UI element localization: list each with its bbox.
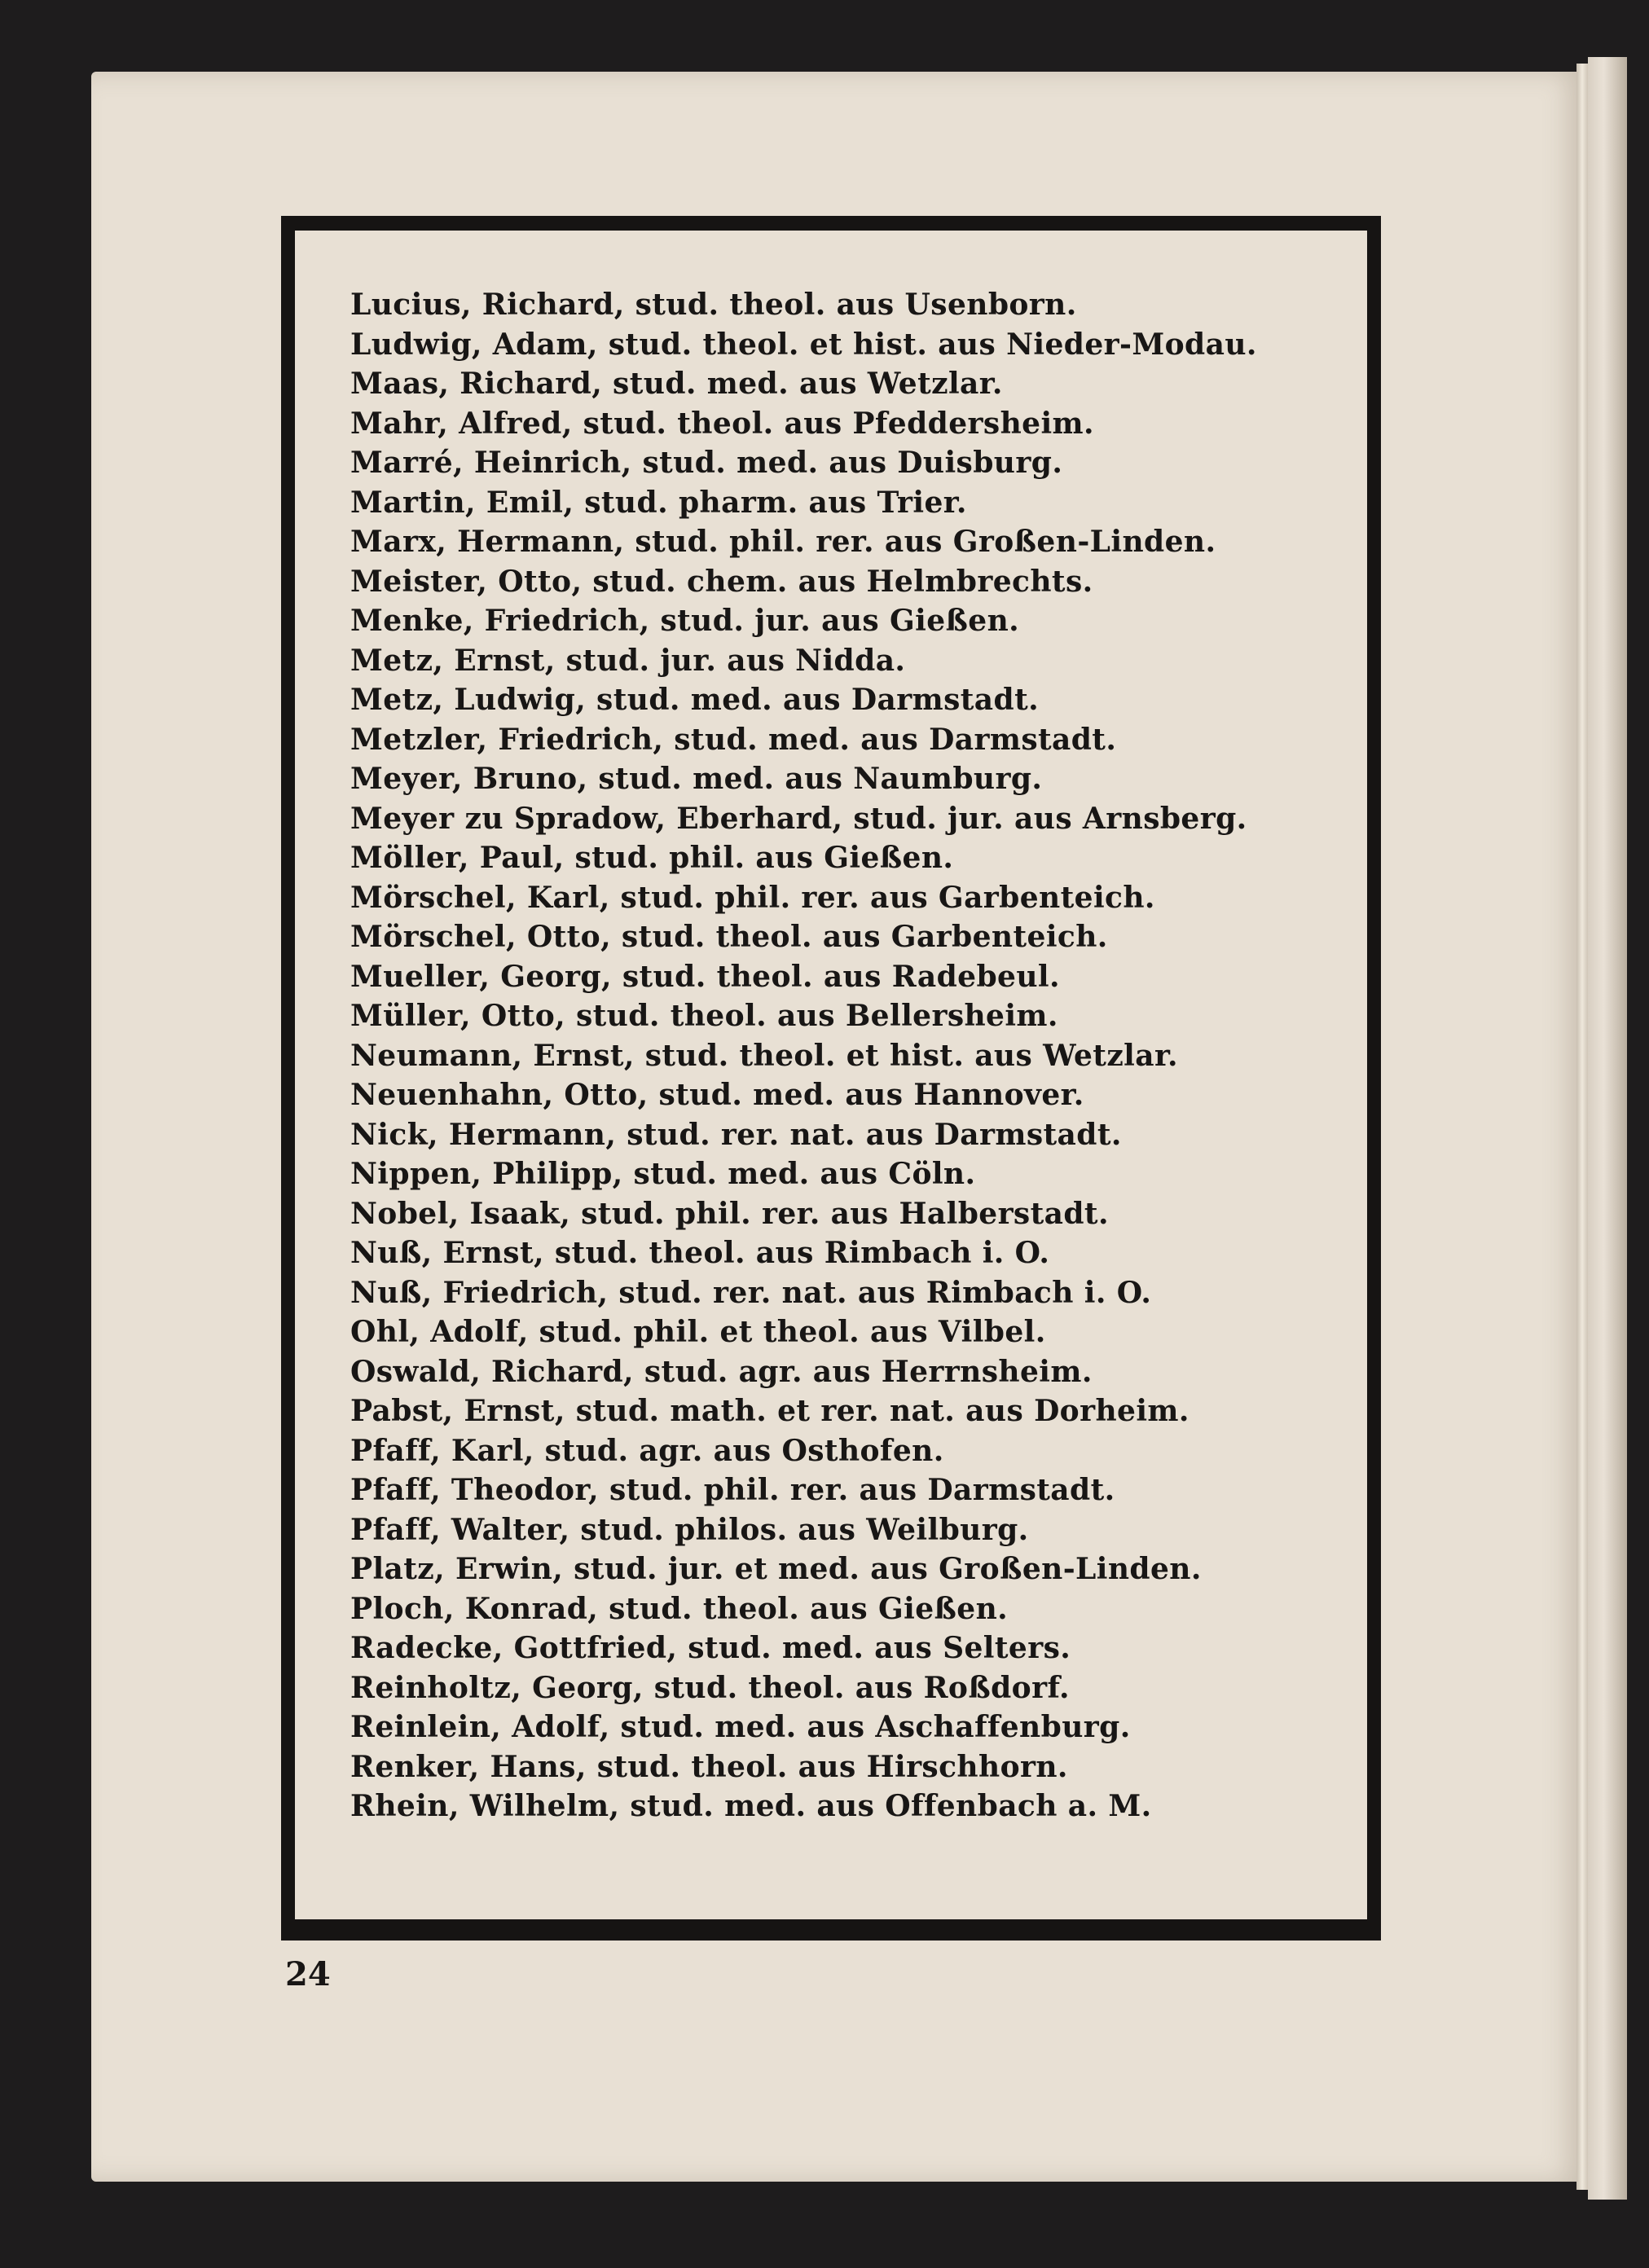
page-number: 24 bbox=[285, 1955, 331, 1993]
list-entry: Müller, Otto, stud. theol. aus Bellersheim. bbox=[350, 999, 1058, 1033]
list-entry: Marré, Heinrich, stud. med. aus Duisburg. bbox=[350, 446, 1063, 480]
list-entry: Nippen, Philipp, stud. med. aus Cöln. bbox=[350, 1157, 976, 1191]
page-spine bbox=[1576, 64, 1588, 2190]
list-entry: Metz, Ernst, stud. jur. aus Nidda. bbox=[350, 643, 906, 678]
list-entry: Nuß, Friedrich, stud. rer. nat. aus Rimbach i. O. bbox=[350, 1275, 1152, 1310]
list-entry: Nuß, Ernst, stud. theol. aus Rimbach i. O. bbox=[350, 1236, 1050, 1270]
list-entry: Pfaff, Karl, stud. agr. aus Osthofen. bbox=[350, 1433, 944, 1468]
student-list bbox=[350, 285, 1257, 1826]
list-entry: Metz, Ludwig, stud. med. aus Darmstadt. bbox=[350, 683, 1040, 717]
list-entry: Pabst, Ernst, stud. math. et rer. nat. aus Dorheim. bbox=[350, 1394, 1189, 1428]
list-entry: Ludwig, Adam, stud. theol. et hist. aus Nieder-Modau. bbox=[350, 327, 1257, 362]
list-entry: Neumann, Ernst, stud. theol. et hist. aus Wetzlar. bbox=[350, 1038, 1178, 1073]
list-entry: Pfaff, Theodor, stud. phil. rer. aus Darmstadt. bbox=[350, 1473, 1115, 1507]
list-entry: Lucius, Richard, stud. theol. aus Usenborn. bbox=[350, 288, 1077, 322]
list-entry: Radecke, Gottfried, stud. med. aus Selters. bbox=[350, 1631, 1071, 1665]
list-entry: Meyer, Bruno, stud. med. aus Naumburg. bbox=[350, 762, 1043, 796]
list-entry: Metzler, Friedrich, stud. med. aus Darmstadt. bbox=[350, 722, 1117, 757]
list-entry: Marx, Hermann, stud. phil. rer. aus Großen-Linden. bbox=[350, 525, 1216, 559]
list-entry: Platz, Erwin, stud. jur. et med. aus Großen-Linden. bbox=[350, 1552, 1202, 1586]
next-page-edge bbox=[1588, 57, 1627, 2200]
list-entry: Nick, Hermann, stud. rer. nat. aus Darmstadt. bbox=[350, 1117, 1122, 1152]
list-entry: Mörschel, Otto, stud. theol. aus Garbenteich. bbox=[350, 920, 1108, 954]
list-entry: Martin, Emil, stud. pharm. aus Trier. bbox=[350, 485, 967, 520]
list-entry: Pfaff, Walter, stud. philos. aus Weilburg. bbox=[350, 1512, 1029, 1547]
list-entry: Nobel, Isaak, stud. phil. rer. aus Halberstadt. bbox=[350, 1196, 1109, 1231]
list-entry: Ohl, Adolf, stud. phil. et theol. aus Vilbel. bbox=[350, 1315, 1046, 1349]
list-entry: Mahr, Alfred, stud. theol. aus Pfeddersheim. bbox=[350, 406, 1094, 441]
list-entry: Meister, Otto, stud. chem. aus Helmbrechts. bbox=[350, 564, 1093, 599]
memorial-list-frame bbox=[281, 216, 1381, 1941]
list-entry: Maas, Richard, stud. med. aus Wetzlar. bbox=[350, 367, 1003, 401]
list-entry: Ploch, Konrad, stud. theol. aus Gießen. bbox=[350, 1591, 1009, 1626]
list-entry: Menke, Friedrich, stud. jur. aus Gießen. bbox=[350, 604, 1020, 638]
list-entry: Neuenhahn, Otto, stud. med. aus Hannover. bbox=[350, 1078, 1084, 1112]
list-entry: Reinlein, Adolf, stud. med. aus Aschaffenburg. bbox=[350, 1710, 1131, 1744]
list-entry: Rhein, Wilhelm, stud. med. aus Offenbach a. M. bbox=[350, 1789, 1152, 1823]
list-entry: Reinholtz, Georg, stud. theol. aus Roßdorf. bbox=[350, 1670, 1070, 1705]
list-entry: Mörschel, Karl, stud. phil. rer. aus Garbenteich. bbox=[350, 880, 1155, 915]
list-entry: Renker, Hans, stud. theol. aus Hirschhorn. bbox=[350, 1749, 1068, 1784]
list-entry: Meyer zu Spradow, Eberhard, stud. jur. aus Arnsberg. bbox=[350, 801, 1247, 836]
list-entry: Möller, Paul, stud. phil. aus Gießen. bbox=[350, 841, 954, 875]
list-entry: Mueller, Georg, stud. theol. aus Radebeul. bbox=[350, 959, 1060, 994]
list-entry: Oswald, Richard, stud. agr. aus Herrnsheim. bbox=[350, 1354, 1093, 1389]
